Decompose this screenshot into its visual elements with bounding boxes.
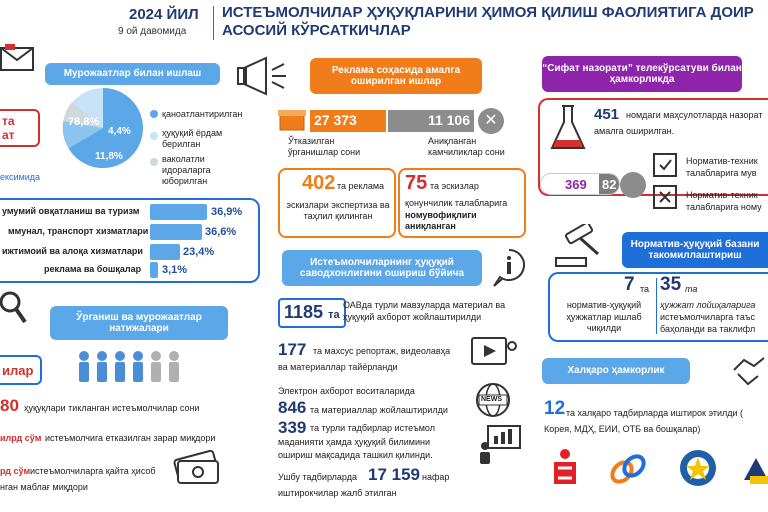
stat-refund-text: истеъмолчиларга қайта ҳисоб (30, 466, 156, 476)
media-text: ОАВда турли мавзуларда материал ва ҳуқуқий ахборот жойлаштирилди (343, 300, 506, 322)
intl-text: та халқаро тадбирларда иштирок этилди ( (566, 408, 744, 418)
noncomply-num: 82 (599, 174, 620, 195)
legend-dot-1 (150, 110, 158, 118)
bar-pct-2: 36,6% (205, 226, 237, 238)
envelope-icon (0, 44, 40, 74)
box-icon (278, 110, 308, 132)
tv-text1: номдаги маҳсулотларда назорат (626, 110, 763, 120)
handshake-icon (730, 350, 768, 390)
noncompliance-text1: та эскизлар (430, 181, 479, 191)
norm-ta1: та (640, 284, 650, 294)
pie-label-1: 78,8% (68, 116, 100, 128)
legend-label-3: ваколатли идораларга юборилган (162, 154, 211, 186)
header-year: 2024 ЙИЛ (129, 6, 199, 23)
reportage-num: 177 (278, 340, 307, 359)
media-ta: та (328, 309, 340, 321)
events-num: 339 (278, 418, 307, 437)
electronic-num: 846 (278, 398, 307, 417)
expert-num: 402 (302, 172, 336, 194)
events-text1: та турли тадбирлар истеъмол (310, 423, 435, 433)
participants-text1: Ушбу тадбирларда (278, 472, 357, 482)
noncompliance-text3: номувофиқлиги аниқланган (405, 210, 477, 231)
intl-title: Халқаро ҳамкорлик (542, 358, 690, 384)
stat-damage-text: истеъмолчига етказилган зарар миқдори (45, 433, 216, 443)
norm-ta2: та (685, 284, 698, 294)
appeals-title: Мурожаатлар билан ишлаш (45, 63, 220, 85)
bar-2 (150, 224, 202, 240)
red-stat-caption: ексимида (0, 172, 41, 182)
literacy-title: Истеъмолчиларнинг ҳуқуқий саводхонлигини ошириш бўйича (282, 250, 482, 286)
norm-title: Норматив-ҳуқуқий базани такомиллаштириш (622, 232, 768, 268)
events-text3: ошириш мақсадида ташкил қилинди. (278, 450, 433, 460)
bar-pct-4: 3,1% (162, 264, 188, 276)
ad-label1: Ўтказилган ўрганишлар сони (288, 136, 361, 157)
media-num: 1185 (284, 302, 324, 322)
bar-4 (150, 262, 158, 278)
comply-num: 369 (565, 177, 587, 192)
bar-label-3: ижтимоий ва алоқа хизматлари (2, 246, 143, 256)
norm-tech-2b: талабларига ному (686, 202, 762, 212)
people-icon-row (78, 350, 198, 384)
participants-text2: нафар (422, 472, 450, 482)
ad-label2: Аниқланган камчиликлар сони (428, 136, 505, 157)
cis-logo (678, 448, 718, 488)
flask-icon (548, 104, 588, 154)
partner-logo (742, 450, 768, 488)
gavel-icon (552, 224, 612, 268)
stat-refund-text2: нган маблағ миқдори (0, 482, 88, 492)
legend-label-2: ҳуқуқий ёрдам берилган (162, 128, 223, 149)
header-title-line1: ИСТЕЪМОЛЧИЛАР ҲУҚУҚЛАРИНИ ҲИМОЯ ҚИЛИШ ФАОЛИЯТИГА ДОИР (222, 4, 754, 21)
presentation-icon (478, 424, 522, 466)
pie-label-3: 11,8% (95, 151, 123, 162)
norm-divider (656, 278, 657, 334)
tv-title: “Сифат назорати” телекўрсатуви билан ҳамкорликда (542, 56, 742, 92)
intl-text2: Корея, МДҲ, ЕИИ, ОТБ ва бошқалар) (544, 424, 701, 434)
legend-label-1: қаноатлантирилган (162, 109, 243, 119)
ad-num1: 27 373 (310, 110, 386, 132)
legend-dot-3 (150, 158, 158, 166)
norm-tech-1b: талабларига мув (686, 168, 757, 178)
magnifier-icon (0, 290, 28, 326)
ad-title: Реклама соҳасида амалга оширилган ишлар (310, 58, 482, 94)
reportage-text2: ва материаллар тайёрланди (278, 362, 398, 372)
ad-num2: 11 106 (388, 110, 474, 132)
info-icon (492, 248, 526, 288)
header-divider (213, 6, 214, 40)
norm-tech-1: Норматив-техник (686, 156, 758, 166)
reportage-text1: та махсус репортаж, видеолавҳа (313, 346, 451, 356)
expert-text2: эскизлари экспертиза ва таҳлил қилинган (286, 200, 390, 222)
video-icon (470, 336, 518, 370)
sparkasse-logo (550, 448, 580, 488)
x-circle-icon: ✕ (478, 108, 504, 134)
puzzle-x-icon (652, 184, 682, 210)
stat-refund-num: рд сўм (0, 466, 31, 476)
puzzle-check-icon (652, 152, 682, 178)
norm-text2c: баҳоланди ва таклифл (660, 324, 756, 334)
header-period: 9 ой давомида (118, 26, 187, 37)
electronic-text1: Электрон ахборот воситаларида (278, 386, 415, 396)
electronic-text2: та материаллар жойлаштирилди (310, 405, 448, 415)
bar-label-1: умумий овқатланиш ва туризм (2, 206, 140, 216)
noncompliance-text2: қонунчилик талабларига (405, 198, 508, 208)
bar-1 (150, 204, 207, 220)
people-count-box: илар (0, 355, 42, 385)
tv-num: 451 (594, 106, 620, 123)
events-text2: маданияти ҳамда ҳуқуқий билимини (278, 437, 431, 447)
tv-text2: амалга оширилган. (594, 126, 675, 136)
bar-label-2: ммунал, транспорт хизматлари (8, 226, 149, 236)
stat-restored-text: ҳуқуқлари тикланган истеъмолчилар сони (24, 403, 200, 413)
study-title: Ўрганиш ва мурожаатлар натижалари (50, 306, 228, 340)
norm-num2: 35 (660, 274, 682, 295)
bar-pct-3: 23,4% (183, 246, 215, 258)
chain-link-logo (610, 452, 646, 486)
bar-3 (150, 244, 180, 260)
media-num-box (278, 298, 346, 328)
norm-text1: норматив-ҳуқуқий ҳужжатлар ишлаб чиқилди (566, 300, 642, 334)
norm-text2a: ҳужжат лойиҳаларига (660, 300, 756, 310)
intl-num: 12 (544, 398, 566, 419)
money-icon (172, 447, 222, 487)
compliance-split (540, 173, 620, 195)
news-label: NEWS (481, 396, 502, 403)
expert-text1: та реклама (337, 181, 385, 191)
stat-restored-num: 80 (0, 396, 19, 415)
stat-damage-num: илрд сўм (0, 433, 42, 443)
norm-tech-2: Норматив-техник (686, 190, 758, 200)
bar-label-4: реклама ва бошқалар (44, 264, 142, 274)
legend-dot-2 (150, 132, 158, 140)
header-title-line2: АСОСИЙ КЎРСАТКИЧЛАР (222, 22, 411, 39)
pie-label-2: 4,4% (108, 126, 131, 137)
participants-text3: иштирокчилар жалб этилган (278, 488, 397, 498)
norm-text2b: истеъмолчиларга таъс (660, 312, 755, 322)
red-stat-box: та ат (0, 109, 40, 147)
noncomply-dot (620, 172, 646, 198)
noncompliance-num: 75 (405, 172, 428, 194)
participants-num: 17 159 (368, 465, 420, 484)
news-globe-icon (475, 382, 511, 418)
norm-num1: 7 (624, 274, 635, 295)
bar-pct-1: 36,9% (211, 206, 243, 218)
megaphone-icon (236, 50, 296, 102)
